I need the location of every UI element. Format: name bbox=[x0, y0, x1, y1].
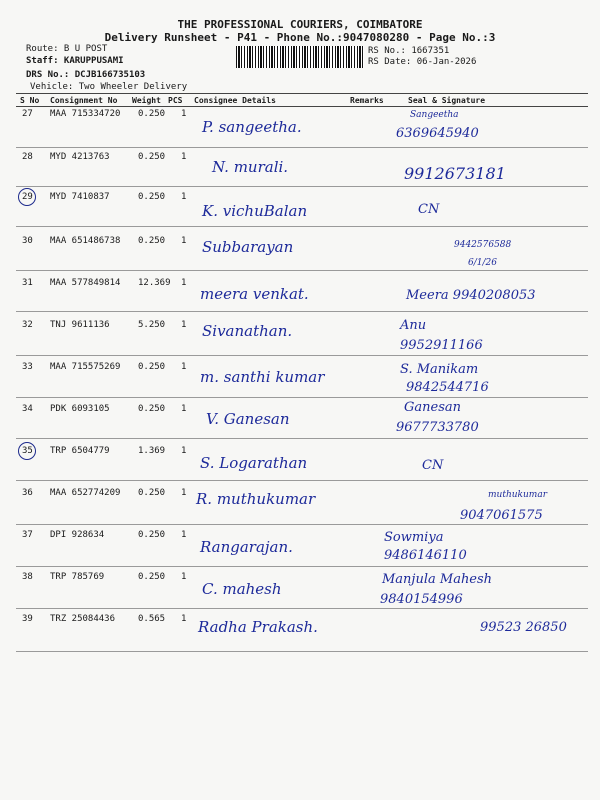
vehicle-label: Vehicle: Two Wheeler Delivery bbox=[30, 82, 188, 92]
signature-phone: 9677733780 bbox=[396, 420, 479, 435]
row-consignment: PDK 6093105 bbox=[50, 404, 110, 414]
row-pcs: 1 bbox=[181, 192, 187, 202]
row-divider bbox=[16, 397, 588, 398]
col-consignee-header: Consignee Details bbox=[194, 96, 276, 105]
consignee-name: P. sangeetha. bbox=[202, 118, 302, 136]
row-pcs: 1 bbox=[181, 236, 187, 246]
row-pcs: 1 bbox=[181, 404, 187, 414]
row-pcs: 1 bbox=[181, 278, 187, 288]
signature: CN bbox=[422, 458, 444, 473]
row-pcs: 1 bbox=[181, 530, 187, 540]
row-sno: 36 bbox=[22, 488, 33, 498]
consignee-name: C. mahesh bbox=[202, 580, 282, 598]
signature-phone: 6369645940 bbox=[396, 126, 479, 141]
consignee-name: R. muthukumar bbox=[196, 490, 316, 508]
row-consignment: MAA 715334720 bbox=[50, 109, 121, 119]
row-weight: 12.369 bbox=[138, 278, 171, 288]
company-title: THE PROFESSIONAL COURIERS, COIMBATORE bbox=[177, 18, 423, 31]
row-consignment: MAA 715575269 bbox=[50, 362, 121, 372]
signature: S. Manikam bbox=[400, 362, 479, 377]
signature-phone: 9912673181 bbox=[404, 164, 506, 183]
row-weight: 5.250 bbox=[138, 320, 166, 330]
row-consignment: MYD 4213763 bbox=[50, 152, 110, 162]
row-sno: 37 bbox=[22, 530, 33, 540]
row-weight: 0.250 bbox=[138, 404, 166, 414]
row-divider bbox=[16, 186, 588, 187]
consignee-name: Rangarajan. bbox=[200, 538, 293, 556]
row-pcs: 1 bbox=[181, 572, 187, 582]
header-top-rule bbox=[16, 93, 588, 94]
row-divider bbox=[16, 270, 588, 271]
signature-phone: 9952911166 bbox=[400, 338, 483, 353]
row-consignment: TNJ 9611136 bbox=[50, 320, 110, 330]
row-sno: 31 bbox=[22, 278, 33, 288]
consignee-name: Sivanathan. bbox=[202, 322, 293, 340]
row-sno: 27 bbox=[22, 109, 33, 119]
row-consignment: MAA 651486738 bbox=[50, 236, 121, 246]
consignee-name: Subbarayan bbox=[202, 238, 294, 256]
row-consignment: MAA 652774209 bbox=[50, 488, 121, 498]
row-sno: 34 bbox=[22, 404, 33, 414]
route-label: Route: B U POST bbox=[26, 44, 108, 54]
row-pcs: 1 bbox=[181, 446, 187, 456]
row-sno: 29 bbox=[22, 192, 33, 202]
signature: Sowmiya bbox=[384, 530, 444, 545]
row-weight: 0.250 bbox=[138, 192, 166, 202]
row-divider bbox=[16, 311, 588, 312]
signature: Manjula Mahesh bbox=[382, 572, 493, 587]
barcode bbox=[236, 46, 364, 68]
row-consignment: MAA 577849814 bbox=[50, 278, 121, 288]
row-pcs: 1 bbox=[181, 152, 187, 162]
row-consignment: TRZ 25084436 bbox=[50, 614, 116, 624]
row-divider bbox=[16, 438, 588, 439]
row-consignment: MYD 7410837 bbox=[50, 192, 110, 202]
row-pcs: 1 bbox=[181, 614, 187, 624]
row-weight: 0.250 bbox=[138, 109, 166, 119]
signature: muthukumar bbox=[488, 490, 547, 500]
signature-phone: 9842544716 bbox=[406, 380, 489, 395]
row-weight: 0.250 bbox=[138, 488, 166, 498]
col-sno-header: S No bbox=[20, 96, 40, 105]
rs-date: RS Date: 06-Jan-2026 bbox=[368, 57, 477, 67]
runsheet-title: Delivery Runsheet - P41 - Phone No.:9047080280 - Page No.:3 bbox=[104, 31, 496, 44]
staff-label: Staff: KARUPPUSAMI bbox=[26, 56, 124, 66]
rs-number: RS No.: 1667351 bbox=[368, 46, 450, 56]
signature-phone: 9047061575 bbox=[460, 508, 543, 523]
signature: Sangeetha bbox=[410, 110, 459, 120]
row-weight: 0.250 bbox=[138, 530, 166, 540]
col-remarks-header: Remarks bbox=[350, 96, 384, 105]
col-weight-header: Weight bbox=[132, 96, 161, 105]
row-sno: 32 bbox=[22, 320, 33, 330]
row-divider bbox=[16, 608, 588, 609]
consignee-name: K. vichuBalan bbox=[202, 202, 308, 220]
signature-phone: 9486146110 bbox=[384, 548, 467, 563]
drs-number: DRS No.: DCJB166735103 bbox=[26, 70, 146, 80]
row-sno: 30 bbox=[22, 236, 33, 246]
signature: Meera 9940208053 bbox=[406, 288, 536, 303]
row-weight: 1.369 bbox=[138, 446, 166, 456]
row-sno: 35 bbox=[22, 446, 33, 456]
row-weight: 0.250 bbox=[138, 572, 166, 582]
row-consignment: TRP 6504779 bbox=[50, 446, 110, 456]
row-pcs: 1 bbox=[181, 362, 187, 372]
row-consignment: TRP 785769 bbox=[50, 572, 105, 582]
row-divider bbox=[16, 524, 588, 525]
row-weight: 0.565 bbox=[138, 614, 166, 624]
consignee-name: Radha Prakash. bbox=[198, 618, 318, 636]
row-divider bbox=[16, 226, 588, 227]
row-sno: 39 bbox=[22, 614, 33, 624]
consignee-name: S. Logarathan bbox=[200, 454, 308, 472]
row-sno: 38 bbox=[22, 572, 33, 582]
signature-phone: 9442576588 bbox=[454, 240, 512, 250]
signature-date: 6/1/26 bbox=[468, 258, 497, 268]
consignee-name: meera venkat. bbox=[200, 285, 309, 303]
consignee-name: V. Ganesan bbox=[206, 410, 290, 428]
row-weight: 0.250 bbox=[138, 362, 166, 372]
row-weight: 0.250 bbox=[138, 236, 166, 246]
row-sno: 33 bbox=[22, 362, 33, 372]
col-pcs-header: PCS bbox=[168, 96, 183, 105]
row-pcs: 1 bbox=[181, 320, 187, 330]
row-consignment: DPI 928634 bbox=[50, 530, 105, 540]
row-divider bbox=[16, 566, 588, 567]
row-divider bbox=[16, 480, 588, 481]
row-divider bbox=[16, 651, 588, 652]
signature: CN bbox=[418, 202, 440, 217]
row-pcs: 1 bbox=[181, 488, 187, 498]
consignee-name: m. santhi kumar bbox=[200, 368, 325, 386]
signature: Anu bbox=[400, 318, 427, 333]
consignee-name: N. murali. bbox=[212, 158, 289, 176]
row-pcs: 1 bbox=[181, 109, 187, 119]
row-weight: 0.250 bbox=[138, 152, 166, 162]
header-bottom-rule bbox=[16, 106, 588, 107]
row-divider bbox=[16, 147, 588, 148]
signature: Ganesan bbox=[404, 400, 461, 415]
signature-phone: 9840154996 bbox=[380, 592, 463, 607]
row-sno: 28 bbox=[22, 152, 33, 162]
col-consignment-header: Consignment No bbox=[50, 96, 118, 105]
signature-phone: 99523 26850 bbox=[480, 620, 567, 635]
col-seal-header: Seal & Signature bbox=[408, 96, 486, 105]
row-divider bbox=[16, 355, 588, 356]
